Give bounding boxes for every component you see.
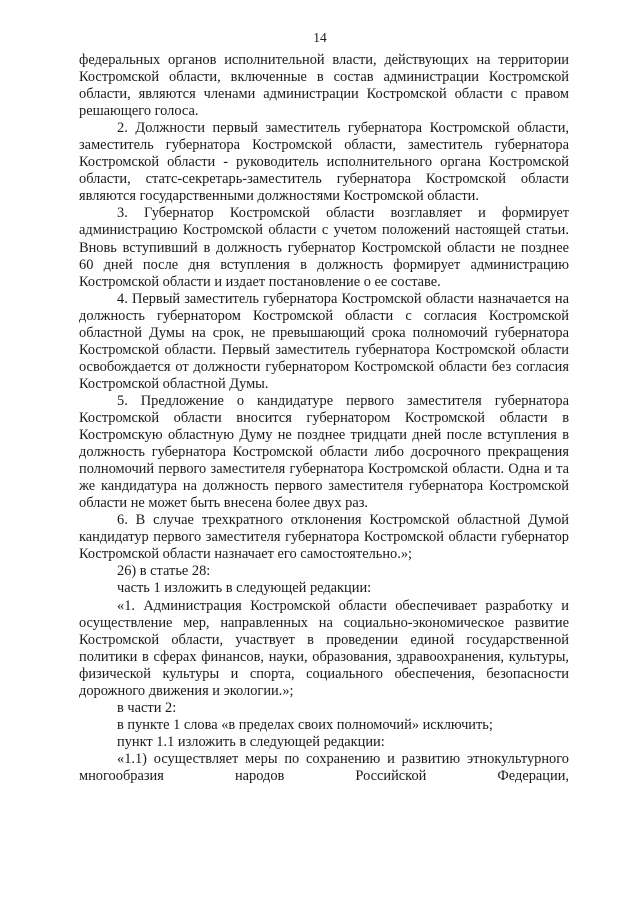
paragraph-item-5: 5. Предложение о кандидатуре первого заместителя губернатора Костромской области вносится губернатором Костромской области в Костромскую областную Думу не позднее тридцати дней после вступления в должность губернатора Костромской области либо досрочного прекращения полномочий первого заместителя губернатора Костромской области. Одна и та же кандидатура на должность первого заместителя губернатора Костромской области не может быть внесена более двух раз. [79, 392, 569, 512]
paragraph-amendment-26: 26) в статье 28: [117, 563, 211, 580]
paragraph-point-1-1-text: «1.1) осуществляет меры по сохранению и развитию этнокультурного многообразия народов Российской Федерации, [79, 750, 569, 784]
paragraph-point-1-1-instruction: пункт 1.1 изложить в следующей редакции: [117, 733, 385, 750]
paragraph-item-3: 3. Губернатор Костромской области возглавляет и формирует администрацию Костромской области с учетом положений настоящей статьи. Вновь вступивший в должность губернатор Костромской области не позднее 60 дней после дня вступления в должность формирует администрацию Костромской области и издает постановление о ее составе. [79, 205, 569, 290]
paragraph-item-4: 4. Первый заместитель губернатора Костромской области назначается на должность губернатором Костромской области с согласия Костромской областной Думы на срок, не превышающий срока полномочий губернатора Костромской области. Первый заместитель губернатора Костромской области освобождается от должности губернатором Костромской области без согласия Костромской областной Думы. [79, 290, 569, 392]
document-body [79, 52, 569, 785]
paragraph-part-2-heading: в части 2: [117, 699, 177, 716]
paragraph-item-2: 2. Должности первый заместитель губернатора Костромской области, заместитель губернатора Костромской области, заместитель губернатора Костромской области - руководитель исполнительного органа Костромской области, статс-секретарь-заместитель губернатора Костромской области являются государственными должностями Костромской области. [79, 120, 569, 205]
page-number: 14 [313, 30, 327, 45]
paragraph-item-6: 6. В случае трехкратного отклонения Костромской областной Думой кандидатур первого заместителя губернатора Костромской области губернатор Костромской области назначает его самостоятельно.»; [79, 512, 569, 563]
paragraph-continuation: федеральных органов исполнительной власти, действующих на территории Костромской области, включенные в состав администрации Костромской области, являются членами администрации Костромской области с правом решающего голоса. [79, 52, 569, 120]
paragraph-point-1-instruction: в пункте 1 слова «в пределах своих полномочий» исключить; [117, 716, 493, 733]
paragraph-part-1-text: «1. Администрация Костромской области обеспечивает разработку и осуществление мер, направленных на социально-экономическое развитие Костромской области, участвует в проведении единой государственной политики в сферах финансов, науки, образования, здравоохранения, культуры, физической культуры и спорта, социального обеспечения, безопасности дорожного движения и экологии.»; [79, 597, 569, 699]
paragraph-part-1-instruction: часть 1 изложить в следующей редакции: [117, 580, 372, 597]
